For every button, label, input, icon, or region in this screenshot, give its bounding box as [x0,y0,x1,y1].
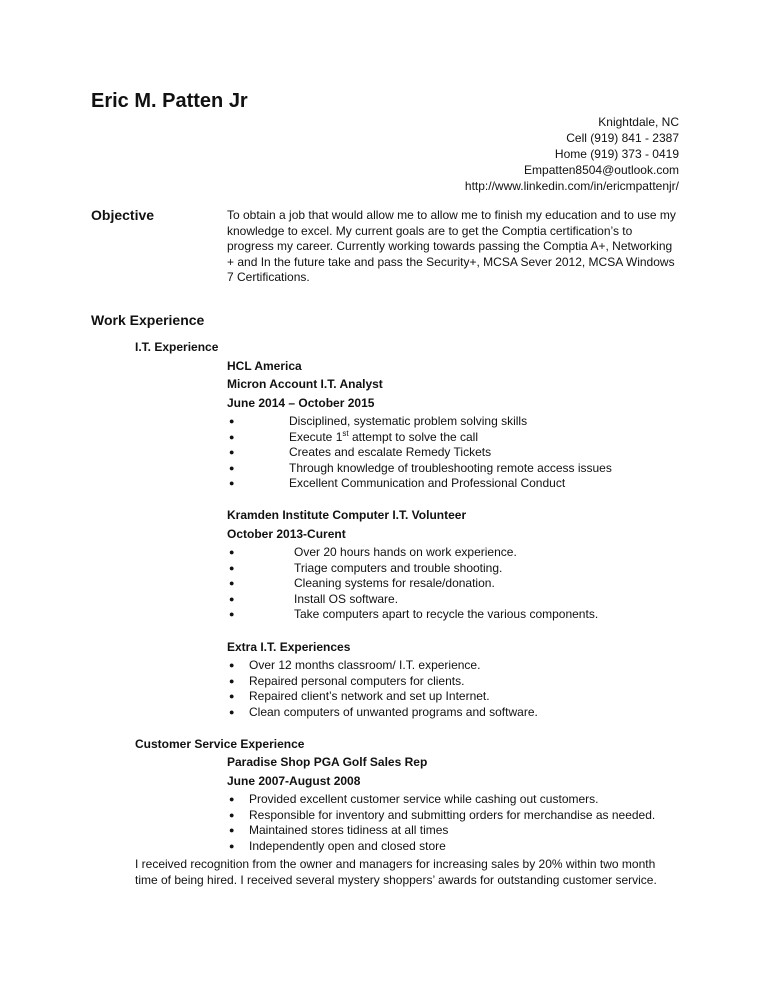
bullet-icon: ● [229,794,235,804]
extra-it-bullet-list [227,658,647,720]
contact-linkedin: http://www.linkedin.com/in/ericmpattenjr/ [464,179,679,193]
list-item: ● Cleaning systems for resale/donation. [229,576,495,591]
bullet-icon: ● [229,547,235,557]
list-item: ● Take computers apart to recycle the various components. [229,607,599,622]
list-item: ● Creates and escalate Remedy Tickets [229,445,492,460]
bullet-icon: ● [229,840,235,851]
list-item: ● Over 12 months classroom/ I.T. experience. [229,658,481,672]
list-item: ● Through knowledge of troubleshooting remote access issues [229,460,612,475]
contact-email: Empatten8504@outlook.com [524,163,679,177]
list-item: ● Excellent Communication and Professional Conduct [229,476,566,491]
bullet-icon: ● [229,675,235,686]
bullet-icon: ● [229,416,235,426]
bullet-icon: ● [229,691,235,702]
objective-heading: Objective [91,207,155,223]
paradise-job-title: Paradise Shop PGA Golf Sales Rep [227,755,428,769]
bullet-icon: ● [229,462,235,473]
kramden-dates: October 2013-Curent [227,527,346,541]
bullet-icon: ● [229,593,235,604]
list-item: ● Repaired client’s network and set up Internet. [229,689,490,704]
bullet-icon: ● [229,609,235,620]
recognition-paragraph: I received recognition from the owner and managers for increasing sales by 20% within two month time of being hired. I received several mystery shoppers’ awards for outstanding customer service. [135,857,657,887]
hcl-company: HCL America [227,359,302,373]
contact-location: Knightdale, NC [598,115,679,129]
list-item: ● Clean computers of unwanted programs and software. [229,704,538,719]
objective-text: To obtain a job that would allow me to allow me to finish my education and to use my knowledge to excel. My current goals are to get the Comptia certification’s to progress my career. Currently working towards passing the Comptia A+, Networking + and In the future take and pass the Security+, MCSA Sever 2012, MCSA Windows 7 Certifications. [227,208,676,285]
list-item: ● Disciplined, systematic problem solving skills [229,414,528,428]
list-item: ● Repaired personal computers for clients. [229,673,465,688]
kramden-bullet-list [227,545,647,623]
hcl-job-title: Micron Account I.T. Analyst [227,377,383,391]
paradise-bullet-list [227,792,687,854]
work-experience-heading: Work Experience [91,312,205,328]
bullet-icon: ● [229,809,235,820]
list-item: ● Responsible for inventory and submitting orders for merchandise as needed. [229,807,656,822]
bullet-icon: ● [229,447,235,458]
kramden-job-title: Kramden Institute Computer I.T. Volunteer [227,508,467,522]
bullet-icon: ● [229,706,235,717]
hcl-bullet-list [227,414,647,492]
resume-name: Eric M. Patten Jr [91,90,248,112]
it-experience-label: I.T. Experience [135,340,219,354]
list-item: ● Over 20 hours hands on work experience. [229,545,517,559]
list-item: ● Provided excellent customer service while cashing out customers. [229,792,599,806]
list-item: ● Independently open and closed store [229,838,446,853]
list-item: ● Install OS software. [229,591,399,606]
hcl-dates: June 2014 – October 2015 [227,396,375,410]
paradise-dates: June 2007-August 2008 [227,774,361,788]
list-item: ● Triage computers and trouble shooting. [229,560,503,575]
list-item: ● Execute 1st attempt to solve the call [229,428,479,444]
list-item: ● Maintained stores tidiness at all times [229,823,449,838]
bullet-icon: ● [229,431,235,442]
contact-cell: Cell (919) 841 - 2387 [566,131,679,145]
contact-block [465,114,679,194]
bullet-icon: ● [229,562,235,573]
bullet-icon: ● [229,825,235,836]
contact-home: Home (919) 373 - 0419 [554,147,679,161]
bullet-icon: ● [229,578,235,589]
extra-it-title: Extra I.T. Experiences [227,640,351,654]
bullet-icon: ● [229,478,235,489]
bullet-icon: ● [229,660,235,670]
customer-service-label: Customer Service Experience [135,737,305,751]
